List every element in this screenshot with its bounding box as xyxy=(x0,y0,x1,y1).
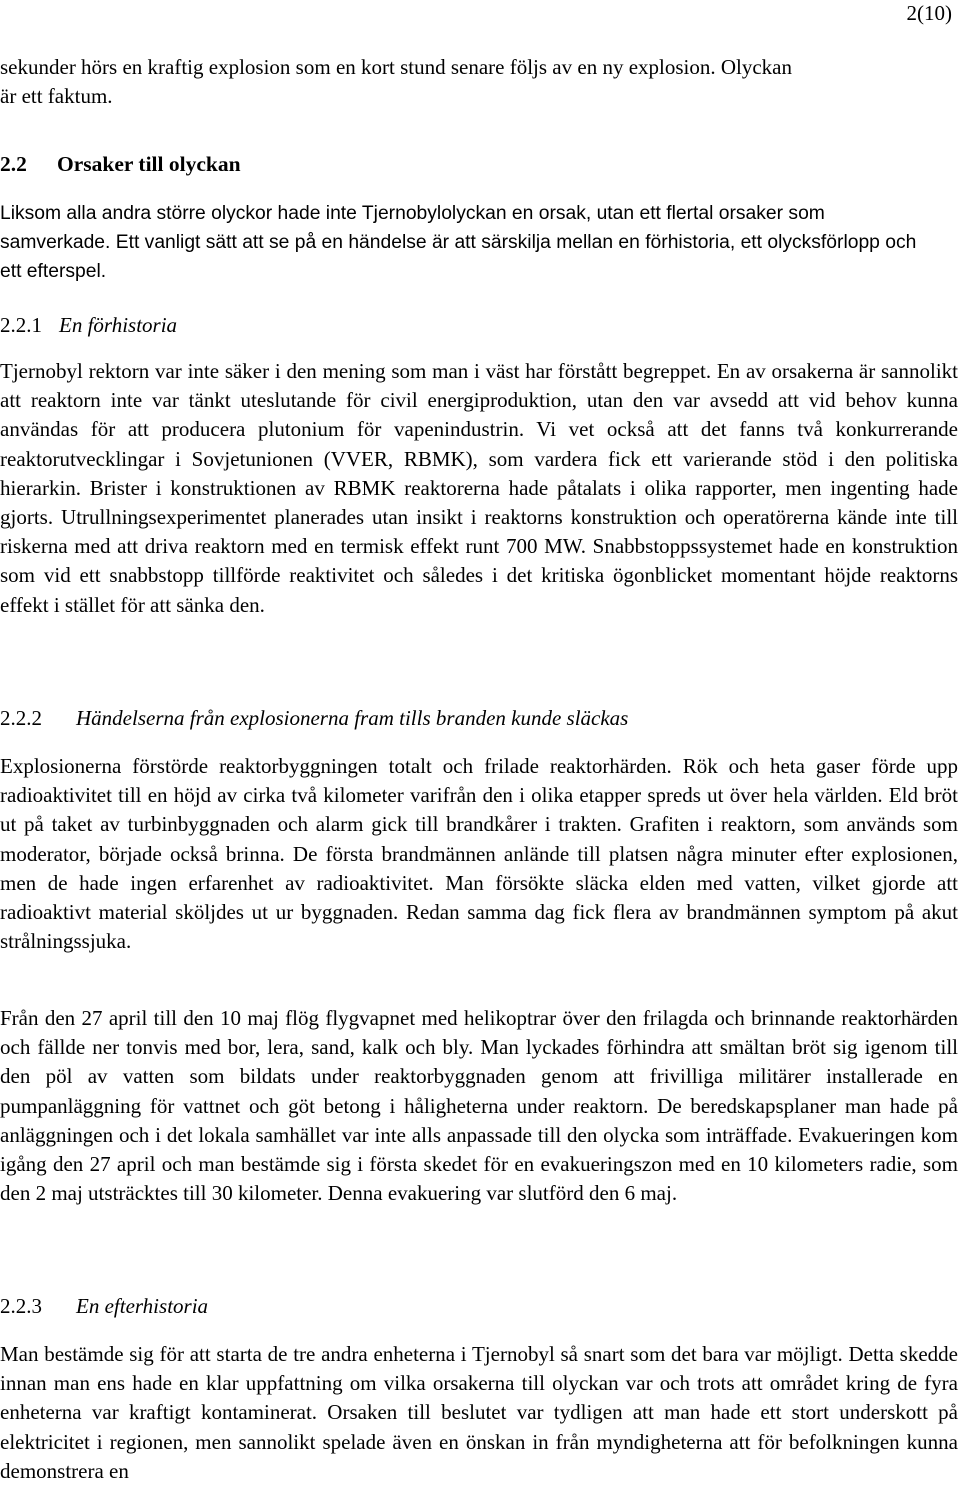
section-number: 2.2.2 xyxy=(0,706,42,730)
section-heading-2-2-2 xyxy=(0,704,958,732)
section-number: 2.2.1 xyxy=(0,313,42,337)
section-2-2-2-paragraph-2: Från den 27 april till den 10 maj flög flygvapnet med helikoptrar över den frilagda och brinnande reaktorhärden och fällde ner tonvis med bor, lera, sand, kalk och bly. Man lyckades förhindra att smältan bröt sig igenom till den pöl av vatten som bildats under reaktorbyggnaden genom att frivilliga militärer installerade en pumpanläggning för vattnet och göt betong i håligheterna under reaktorn. De beredskapsplaner man hade på anläggningen och i det lokala samhället var inte alls anpassade till den olycka som inträffade. Evakueringen kom igång den 27 april och man bestämde sig i första skedet för en evakueringszon med en 10 kilometers radie, som den 2 maj utsträcktes till 30 kilometer. Denna evakuering var slutförd den 6 maj. xyxy=(0,1006,958,1206)
paragraph-text: Liksom alla andra större olyckor hade inte Tjernobylolyckan en orsak, utan ett flertal orsaker som samverkade. xyxy=(0,203,825,254)
section-2-2-3-paragraph: Man bestämde sig för att starta de tre andra enheterna i Tjernobyl så snart som det bara var möjligt. Detta skedde innan man ens hade en klar uppfattning om vilka orsakerna till olyckan var och trots att området kring de fyra enheterna var kraftigt kontaminerat. Orsaken till beslutet var tydligen att man hade ett stort underskott på elektricitet i regionen, men sannolikt spelade även en önskan in från myndigheterna att för befolkningen kunna demonstrera en xyxy=(0,1342,958,1483)
section-heading-2-2-3 xyxy=(0,1292,958,1320)
section-title: Händelserna från explosionerna fram tills branden kunde släckas xyxy=(76,706,629,730)
section-heading-2-2 xyxy=(0,150,958,178)
section-heading-2-2-1 xyxy=(0,311,958,339)
section-title: Orsaker till olyckan xyxy=(57,152,241,176)
paragraph-text: Ett vanligt sätt att se på en händelse är att särskilja mellan en förhistoria, ett olycksförlopp och ett efterspel. xyxy=(0,232,917,283)
intro-line: är ett faktum. xyxy=(0,84,113,109)
section-title: En förhistoria xyxy=(59,313,178,337)
intro-paragraph xyxy=(0,53,958,111)
section-number: 2.2 xyxy=(0,152,27,176)
section-title: En efterhistoria xyxy=(76,1294,209,1318)
page-number: 2(10) xyxy=(906,1,952,25)
section-2-2-1-paragraph: Tjernobyl rektorn var inte säker i den mening som man i väst har förstått begreppet. En av orsakerna är sannolikt att reaktorn inte var tänkt uteslutande för civil energiproduktion, utan den var avsedd att vid behov kunna användas för att producera plutonium för vapenindustrin. Vi vet också att det fanns två konkurrerande reaktorutvecklingar i Sovjetunionen (VVER, RBMK), som vardera fick ett varierande stöd i den politiska hierarkin. Brister i konstruktionen av RBMK reaktorerna hade påtalats i olika rapporter, men ingenting hade gjorts. Utrullningsexperimentet planerades utan insikt i reaktorns konstruktion och operatörerna kände inte till riskerna med att driva reaktorn med en termisk effekt runt 700 MW. Snabbstoppssystemet hade en konstruktion som vid ett snabbstopp tillförde reaktivitet och således i det kritiska ögonblicket momentant höjde reaktorns effekt i stället för att sänka den. xyxy=(0,359,958,617)
section-2-2-paragraph xyxy=(0,199,940,287)
section-number: 2.2.3 xyxy=(0,1294,42,1318)
intro-line: sekunder hörs en kraftig explosion som en kort stund senare följs av en ny explosion. Olyckan xyxy=(0,55,793,79)
section-2-2-2-paragraph-1: Explosionerna förstörde reaktorbyggningen totalt och frilade reaktorhärden. Rök och heta gaser förde upp radioaktivitet till en höjd av cirka två kilometer varifrån den i olika etapper spreds ut över hela världen. Eld bröt ut på taket av turbinbyggnaden och alarm gick till brandkårer i trakten. Grafiten i reaktorn, som används som moderator, började också brinna. De första brandmännen anlände till platsen några minuter efter explosionen, men de hade ingen erfarenhet av radioaktivitet. Man försökte släcka elden med vatten, vilket gjorde att radioaktivt material sköljdes ut ur byggnaden. Redan samma dag fick flera av brandmännen symptom på akut strålningssjuka. xyxy=(0,754,958,954)
